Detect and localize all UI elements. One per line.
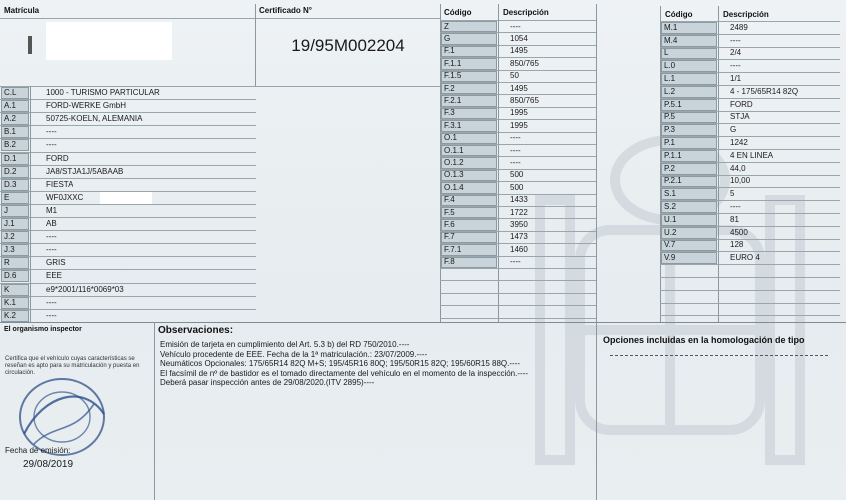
field-value: 4 - 175/65R14 82Q <box>730 86 799 96</box>
codes-table-middle <box>440 20 596 320</box>
row-divider <box>660 290 840 291</box>
field-code: G <box>444 34 451 44</box>
field-code: P.5 <box>664 112 675 122</box>
table-row <box>0 138 256 151</box>
field-code: O.1.2 <box>444 158 464 168</box>
table-row <box>0 217 256 230</box>
table-row <box>0 230 256 243</box>
field-code: C.L <box>4 88 17 98</box>
field-value: ---- <box>46 232 57 242</box>
table-row <box>440 256 596 268</box>
field-code: F.2 <box>444 83 455 93</box>
field-code: B.1 <box>4 127 17 137</box>
table-row <box>0 256 256 269</box>
table-row <box>440 82 596 94</box>
row-divider <box>660 315 840 316</box>
field-code: F.1.1 <box>444 58 462 68</box>
table-row <box>440 20 596 32</box>
table-row <box>660 162 840 175</box>
table-row <box>660 213 840 226</box>
table-row <box>0 86 256 99</box>
field-value: 3950 <box>510 220 528 230</box>
field-code: F.1.5 <box>444 71 462 81</box>
field-value: FIESTA <box>46 179 74 189</box>
field-code: L.1 <box>664 74 676 84</box>
field-code: S.2 <box>664 202 677 212</box>
descripcion-header-2: Descripción <box>723 10 769 19</box>
field-code: O.1.4 <box>444 182 464 192</box>
field-value: 1495 <box>510 46 528 56</box>
field-code: A.1 <box>4 101 17 111</box>
field-value: 2489 <box>730 22 748 32</box>
redacted-plate <box>46 22 172 60</box>
table-row <box>660 251 840 264</box>
certificado-header: Certificado N° <box>259 6 312 15</box>
field-value: GRIS <box>46 258 66 268</box>
field-value: ---- <box>510 133 521 143</box>
plate-marker <box>28 36 32 54</box>
field-code: F.3 <box>444 108 455 118</box>
codes-table-right <box>660 21 840 321</box>
field-code: M.4 <box>664 35 678 45</box>
table-row <box>440 218 596 230</box>
field-value: ---- <box>730 35 741 45</box>
table-row <box>0 152 256 165</box>
table-row <box>0 309 256 322</box>
field-value: FORD <box>46 153 69 163</box>
field-code: O.1.1 <box>444 145 464 155</box>
field-value: 1473 <box>510 232 528 242</box>
row-divider <box>660 277 840 278</box>
table-row <box>440 107 596 119</box>
field-value: EURO 4 <box>730 253 760 263</box>
field-value: 1242 <box>730 138 748 148</box>
table-row <box>440 194 596 206</box>
field-value: 1995 <box>510 108 528 118</box>
field-value: 4500 <box>730 227 748 237</box>
table-row <box>440 231 596 243</box>
field-value: ---- <box>46 297 57 307</box>
field-value: ---- <box>510 158 521 168</box>
field-code: F.2.1 <box>444 96 462 106</box>
field-code: F.5 <box>444 207 455 217</box>
table-row <box>660 98 840 111</box>
field-code: J.2 <box>4 232 15 242</box>
table-row <box>440 206 596 218</box>
table-row <box>440 181 596 193</box>
codigo-header-2: Código <box>665 10 693 19</box>
field-code: P.2 <box>664 163 675 173</box>
field-code: B.2 <box>4 140 17 150</box>
table-row <box>660 47 840 60</box>
codigo-header-1: Código <box>444 8 472 17</box>
field-code: D.1 <box>4 153 17 163</box>
observations-list <box>160 340 592 388</box>
field-value: AB <box>46 219 57 229</box>
field-value: 1433 <box>510 195 528 205</box>
table-row <box>660 59 840 72</box>
field-value: 10,00 <box>730 176 751 186</box>
table-row <box>440 119 596 131</box>
field-value: ---- <box>46 127 57 137</box>
field-value: ---- <box>46 310 57 320</box>
table-row <box>660 149 840 162</box>
field-code: D.3 <box>4 179 17 189</box>
field-code: F.3.1 <box>444 120 462 130</box>
row-divider <box>440 280 596 281</box>
field-code: P.3 <box>664 125 675 135</box>
field-value: 1995 <box>510 120 528 130</box>
table-row <box>0 165 256 178</box>
row-divider <box>440 305 596 306</box>
field-value: JA8/STJA1J/5ABAAB <box>46 166 124 176</box>
field-code: E <box>4 192 10 202</box>
table-row <box>440 94 596 106</box>
table-row <box>440 169 596 181</box>
table-row <box>440 70 596 82</box>
field-code: F.7 <box>444 232 455 242</box>
descripcion-header-1: Descripción <box>503 8 549 17</box>
field-value: 1/1 <box>730 74 742 84</box>
field-code: K.1 <box>4 297 17 307</box>
field-value: 500 <box>510 170 524 180</box>
table-row <box>660 187 840 200</box>
table-row <box>0 283 256 296</box>
field-code: K <box>4 284 10 294</box>
field-value: G <box>730 125 737 135</box>
field-value: 1054 <box>510 34 528 44</box>
field-code: P.1 <box>664 138 675 148</box>
table-row <box>660 85 840 98</box>
table-row <box>660 34 840 47</box>
field-value: 50725-KOELN, ALEMANIA <box>46 114 143 124</box>
field-code: D.6 <box>4 271 17 281</box>
field-code: R <box>4 258 10 268</box>
field-code: L.2 <box>664 86 676 96</box>
field-code: J.1 <box>4 219 15 229</box>
field-code: K.2 <box>4 310 17 320</box>
table-row <box>440 144 596 156</box>
emission-date-value: 29/08/2019 <box>23 459 74 470</box>
field-value: ---- <box>46 245 57 255</box>
field-value: 2/4 <box>730 48 742 58</box>
row-divider <box>660 303 840 304</box>
field-value: ---- <box>730 61 741 71</box>
field-value: e9*2001/116*0069*03 <box>46 284 124 294</box>
field-value: 1000 - TURISMO PARTICULAR <box>46 88 160 98</box>
matricula-header: Matrícula <box>4 6 40 15</box>
field-code: O.1 <box>444 133 457 143</box>
table-row <box>0 296 256 309</box>
table-row <box>0 112 256 125</box>
field-value: 4 EN LINEA <box>730 150 774 160</box>
table-row <box>440 57 596 69</box>
field-value: STJA <box>730 112 750 122</box>
field-code: A.2 <box>4 114 17 124</box>
table-row <box>660 111 840 124</box>
field-code: Z <box>444 21 449 31</box>
field-code: V.7 <box>664 240 676 250</box>
table-row <box>660 123 840 136</box>
row-divider <box>440 318 596 319</box>
field-code: S.1 <box>664 189 677 199</box>
field-code: J <box>4 205 8 215</box>
field-value: 850/765 <box>510 58 539 68</box>
observation-line: Vehículo procedente de EEE. Fecha de la 1ª matriculación.: 23/07/2009.---- <box>160 349 428 359</box>
field-code: P.1.1 <box>664 150 682 160</box>
field-value: ---- <box>510 21 521 31</box>
opciones-header: Opciones incluidas en la homologación de tipo <box>603 335 805 345</box>
field-value: ---- <box>510 257 521 267</box>
table-row <box>0 99 256 112</box>
observation-line: Emisión de tarjeta en cumplimiento del Art. 5.3 b) del RD 750/2010.---- <box>160 340 410 349</box>
inspector-certification-text: Certifica que el vehículo cuyas características se reseñan es apto para su matriculación y puesta en circulación. <box>5 356 140 376</box>
field-code: P.2.1 <box>664 176 682 186</box>
observaciones-header: Observaciones: <box>158 325 234 336</box>
field-code: F.4 <box>444 195 455 205</box>
field-code: L.0 <box>664 61 676 71</box>
field-value: FORD <box>730 99 753 109</box>
observation-line: Deberá pasar inspección antes de 29/08/2020.(ITV 2895)---- <box>160 378 375 387</box>
table-row <box>440 32 596 44</box>
field-value: FORD-WERKE GmbH <box>46 101 126 111</box>
field-value: 500 <box>510 182 524 192</box>
table-row <box>660 239 840 252</box>
table-row <box>440 156 596 168</box>
row-divider <box>440 293 596 294</box>
table-row <box>0 178 256 191</box>
table-row <box>0 243 256 256</box>
redacted-vin <box>100 192 152 204</box>
row-divider <box>440 268 596 269</box>
field-code: F.1 <box>444 46 455 56</box>
field-value: WF0JXXC <box>46 192 84 202</box>
field-value: 81 <box>730 214 739 224</box>
table-row <box>440 243 596 255</box>
table-row <box>660 21 840 34</box>
table-row <box>660 136 840 149</box>
table-row <box>440 45 596 57</box>
field-code: M.1 <box>664 22 678 32</box>
field-value: 5 <box>730 189 735 199</box>
field-value: ---- <box>510 145 521 155</box>
observation-line: El facsímil de nº de bastidor es el tomado directamente del vehículo en el momento de la inspección.---- <box>160 368 528 378</box>
table-row <box>660 200 840 213</box>
field-value: 50 <box>510 71 519 81</box>
vehicle-data-table <box>0 86 256 322</box>
code-cell-bg <box>661 48 717 60</box>
opciones-dashes <box>610 355 828 356</box>
table-row <box>0 269 256 282</box>
field-value: 1722 <box>510 207 528 217</box>
field-value: 1460 <box>510 244 528 254</box>
field-code: F.8 <box>444 257 455 267</box>
table-row <box>660 226 840 239</box>
organismo-header: El organismo inspector <box>4 326 82 333</box>
field-value: EEE <box>46 271 63 281</box>
field-value: ---- <box>730 202 741 212</box>
field-code: F.6 <box>444 220 455 230</box>
code-cell-bg <box>441 21 497 32</box>
field-code: F.7.1 <box>444 244 462 254</box>
table-row <box>0 204 256 217</box>
observation-line: Neumáticos Opcionales: 175/65R14 82Q M+S; 195/45R16 80Q; 195/50R15 82Q; 195/60R15 88Q.---- <box>160 359 520 368</box>
field-value: ---- <box>46 140 57 150</box>
field-value: 850/765 <box>510 96 539 106</box>
emission-date-label: Fecha de emisión: <box>5 446 71 455</box>
table-row <box>440 132 596 144</box>
field-code: J.3 <box>4 245 15 255</box>
table-row <box>660 72 840 85</box>
table-row <box>0 125 256 138</box>
field-value: 1495 <box>510 83 528 93</box>
field-code: D.2 <box>4 166 17 176</box>
field-code: P.5.1 <box>664 99 682 109</box>
field-value: M1 <box>46 205 58 215</box>
field-code: V.9 <box>664 253 676 263</box>
certificate-number: 19/95M002204 <box>291 36 405 55</box>
table-row <box>660 175 840 188</box>
field-code: U.2 <box>664 227 677 237</box>
field-code: O.1.3 <box>444 170 464 180</box>
field-code: U.1 <box>664 214 677 224</box>
field-value: 44,0 <box>730 163 746 173</box>
field-code: L <box>664 48 669 58</box>
row-divider <box>660 264 840 265</box>
field-value: 128 <box>730 240 744 250</box>
